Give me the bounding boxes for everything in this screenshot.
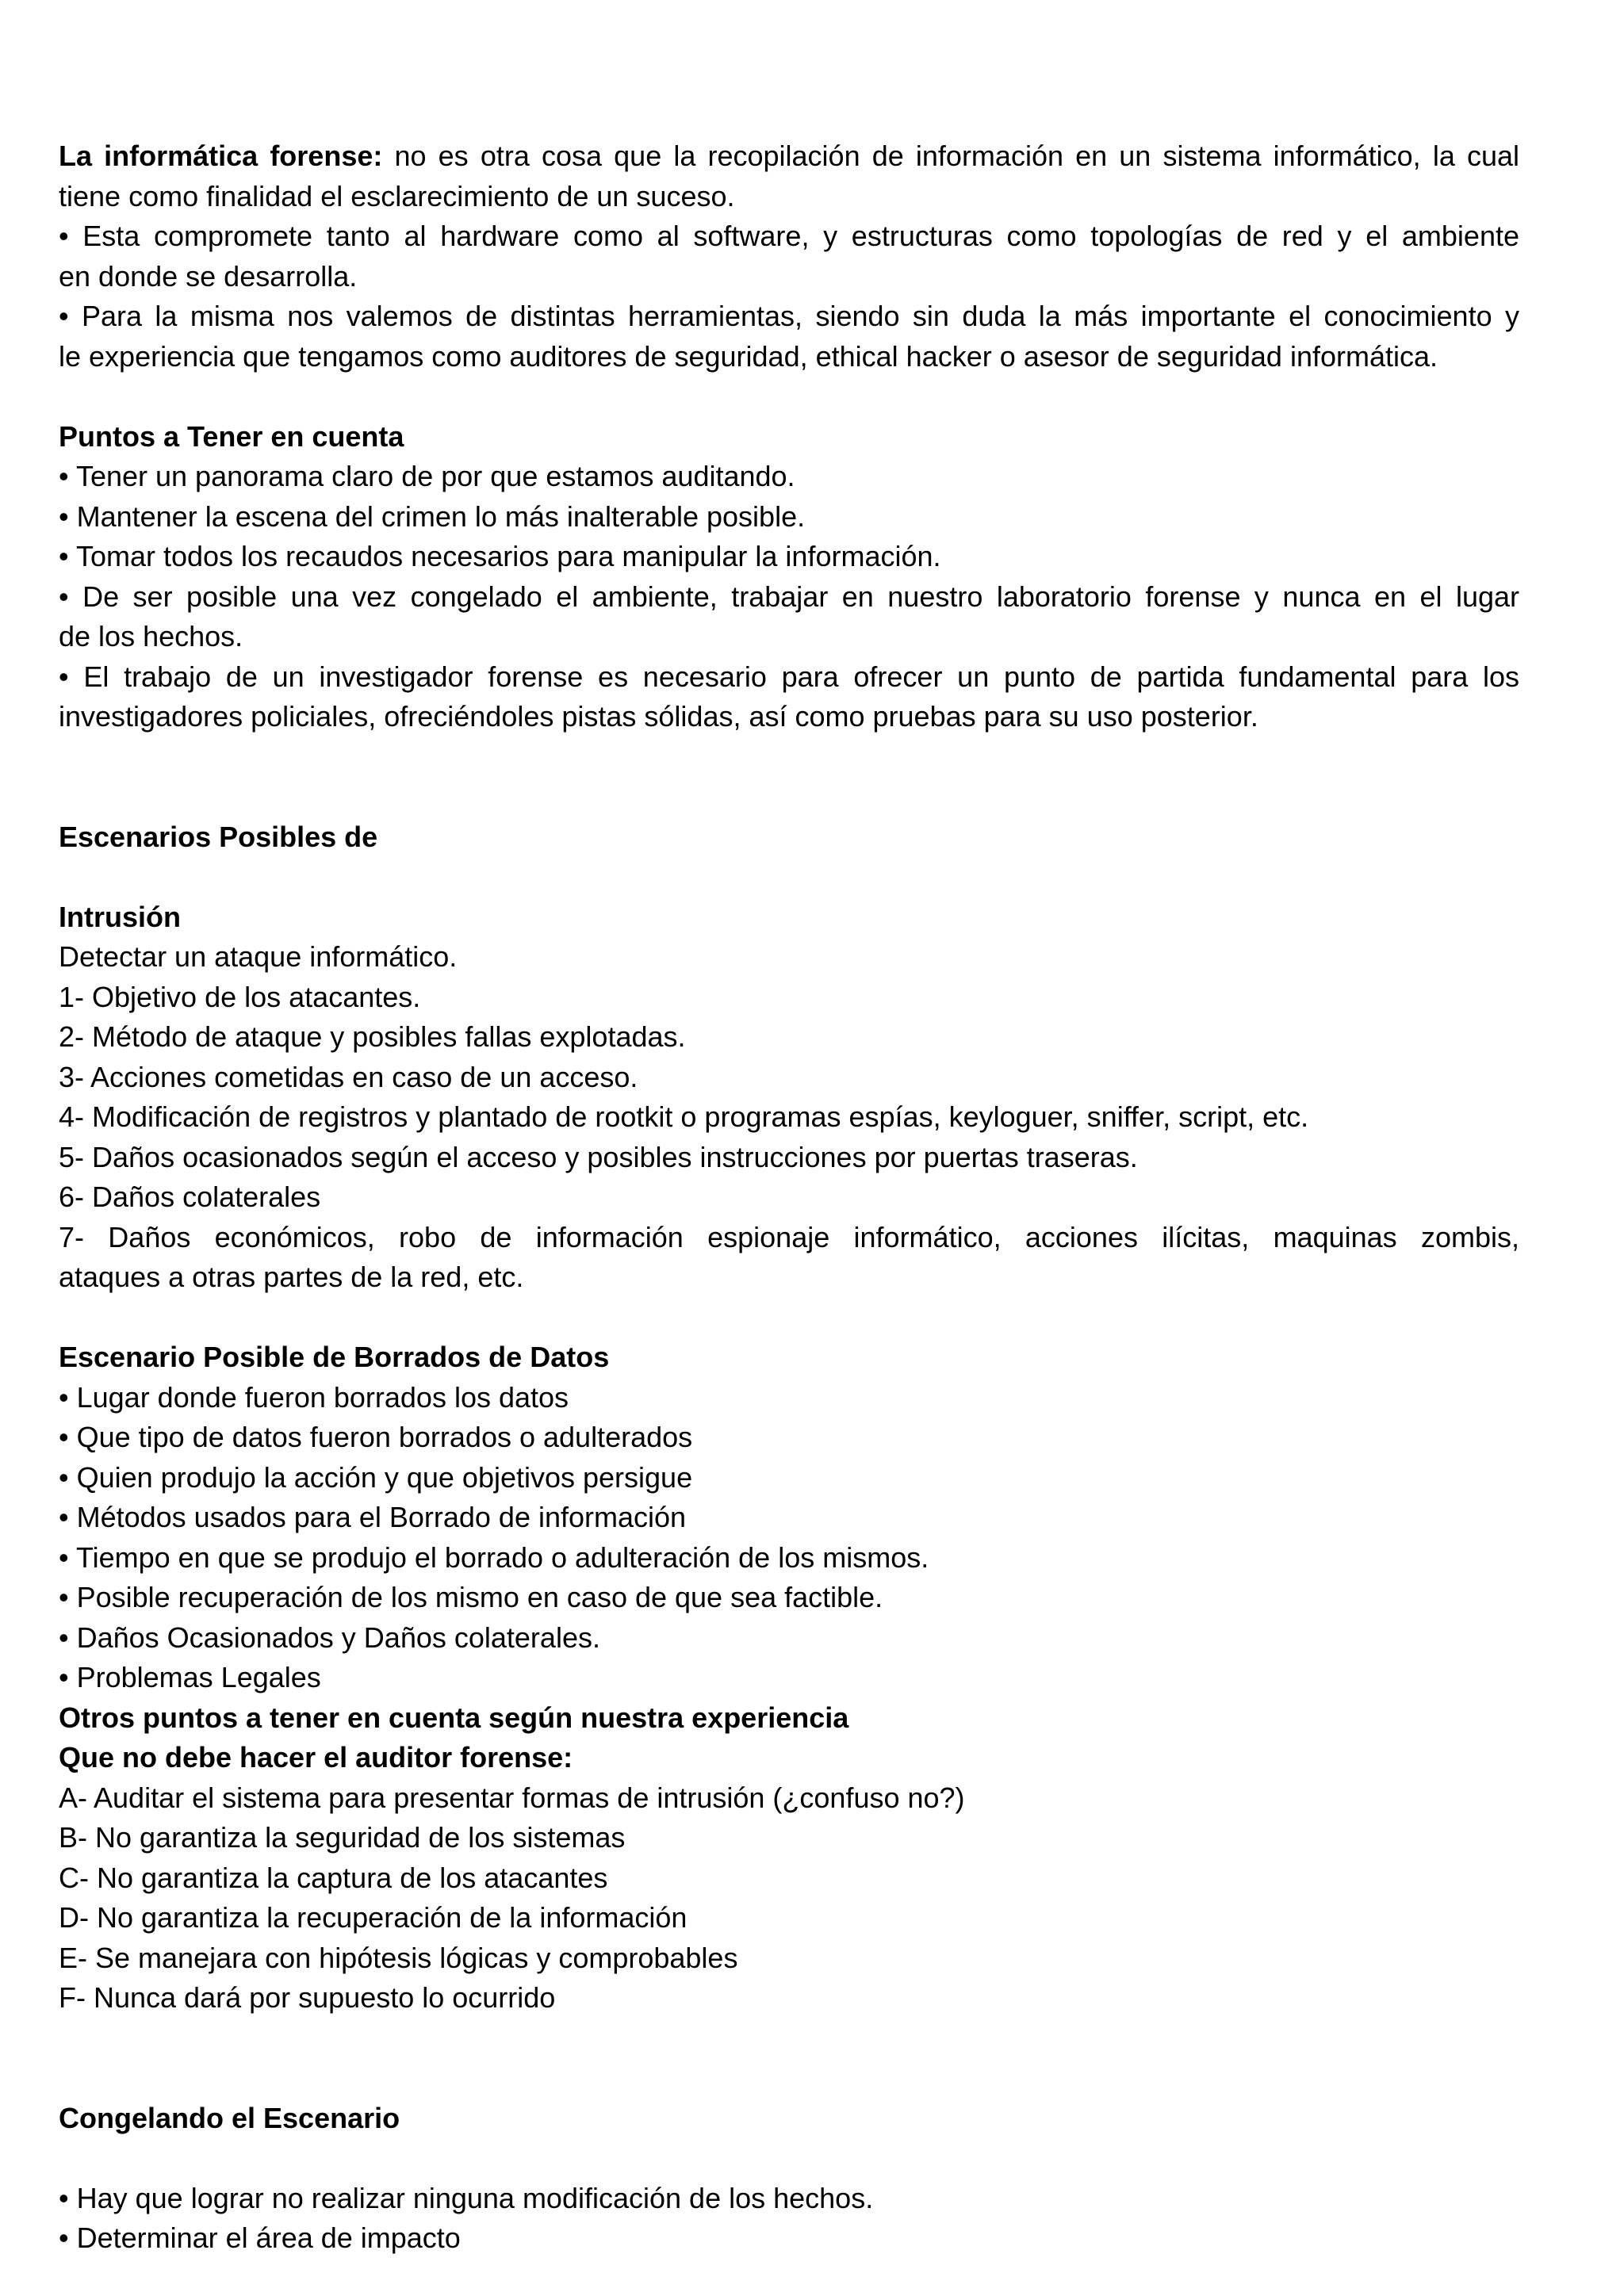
- list-item: 6- Daños colaterales: [59, 1181, 321, 1213]
- list-item: • Tomar todos los recaudos necesarios para manipular la información.: [59, 540, 941, 572]
- spacer: [59, 737, 1519, 817]
- list-item: E- Se manejara con hipótesis lógicas y comprobables: [59, 1941, 738, 1974]
- borrado-heading: Escenario Posible de Borrados de Datos: [59, 1341, 610, 1373]
- list-item: de los hechos.: [59, 620, 243, 652]
- list-item: • El trabajo de un investigador forense es necesario para ofrecer un punto de partida fundamental para los: [59, 660, 1519, 693]
- intro-line-5: • Para la misma nos valemos de distintas herramientas, siendo sin duda la más importante el conocimiento y: [59, 300, 1519, 332]
- puntos-heading: Puntos a Tener en cuenta: [59, 419, 404, 453]
- spacer: [59, 2138, 1519, 2179]
- list-item: • Problemas Legales: [59, 1661, 321, 1693]
- list-item: • Tiempo en que se produjo el borrado o adulteración de los mismos.: [59, 1540, 929, 1574]
- list-item: • Hay que lograr no realizar ninguna modificación de los hechos.: [59, 2181, 874, 2214]
- list-item: Detectar un ataque informático.: [59, 940, 458, 973]
- list-item: B- No garantiza la seguridad de los sistemas: [59, 1821, 626, 1854]
- list-item: • Posible recuperación de los mismo en caso de que sea factible.: [59, 1581, 883, 1613]
- list-item: • Quien produjo la acción y que objetivos persigue: [59, 1460, 693, 1494]
- intro-line-6: le experiencia que tengamos como auditores de seguridad, ethical hacker o asesor de seguridad informática.: [59, 339, 1438, 373]
- list-item: 1- Objetivo de los atacantes.: [59, 980, 421, 1013]
- congelando-heading: Congelando el Escenario: [59, 2101, 400, 2134]
- list-item: • Métodos usados para el Borrado de información: [59, 1501, 687, 1533]
- list-item: D- No garantiza la recuperación de la información: [59, 1901, 688, 1934]
- list-item: F- Nunca dará por supuesto lo ocurrido: [59, 1981, 556, 2014]
- list-item: • Tener un panorama claro de por que estamos auditando.: [59, 460, 795, 492]
- list-item: 7- Daños económicos, robo de información espionaje informático, acciones ilícitas, maquinas zombis,: [59, 1220, 1519, 1253]
- intro-line-4: en donde se desarrolla.: [59, 259, 358, 293]
- spacer: [59, 1298, 1519, 1338]
- list-item: 4- Modificación de registros y plantado de rootkit o programas espías, keyloguer, sniffer, script, etc.: [59, 1100, 1309, 1133]
- escenarios-heading: Escenarios Posibles de: [59, 820, 378, 853]
- list-item: • De ser posible una vez congelado el ambiente, trabajar en nuestro laboratorio forense y nunca en el lugar: [59, 580, 1519, 613]
- otros-heading: Otros puntos a tener en cuenta según nuestra experiencia: [59, 1701, 849, 1734]
- intro-line-2: tiene como finalidad el esclarecimiento de un suceso.: [59, 179, 735, 212]
- list-item: • Que tipo de datos fueron borrados o adulterados: [59, 1421, 693, 1453]
- list-item: 2- Método de ataque y posibles fallas explotadas.: [59, 1020, 686, 1053]
- intrusion-heading: Intrusión: [59, 900, 181, 933]
- spacer: [59, 2019, 1519, 2099]
- document-page: [59, 136, 1519, 2259]
- no-debe-heading: Que no debe hacer el auditor forense:: [59, 1741, 573, 1774]
- spacer: [59, 377, 1519, 417]
- list-item: C- No garantiza la captura de los atacantes: [59, 1861, 608, 1894]
- intro-term: La informática forense:: [59, 140, 383, 172]
- intro-line-1: [59, 136, 1519, 177]
- list-item: 3- Acciones cometidas en caso de un acceso.: [59, 1060, 638, 1093]
- list-item: investigadores policiales, ofreciéndoles pistas sólidas, así como pruebas para su uso posterior.: [59, 700, 1258, 733]
- list-item: • Lugar donde fueron borrados los datos: [59, 1380, 569, 1414]
- list-item: ataques a otras partes de la red, etc.: [59, 1261, 524, 1293]
- list-item: • Mantener la escena del crimen lo más inalterable posible.: [59, 499, 806, 533]
- intro-line-1-text: no es otra cosa que la recopilación de información en un sistema informático, la cual: [382, 140, 1520, 172]
- spacer: [59, 857, 1519, 897]
- list-item: • Daños Ocasionados y Daños colaterales.: [59, 1621, 600, 1654]
- list-item: • Determinar el área de impacto: [59, 2221, 461, 2254]
- list-item: A- Auditar el sistema para presentar formas de intrusión (¿confuso no?): [59, 1781, 965, 1814]
- list-item: 5- Daños ocasionados según el acceso y posibles instrucciones por puertas traseras.: [59, 1140, 1138, 1173]
- intro-line-3: • Esta compromete tanto al hardware como al software, y estructuras como topologías de red y el ambiente: [59, 220, 1519, 252]
